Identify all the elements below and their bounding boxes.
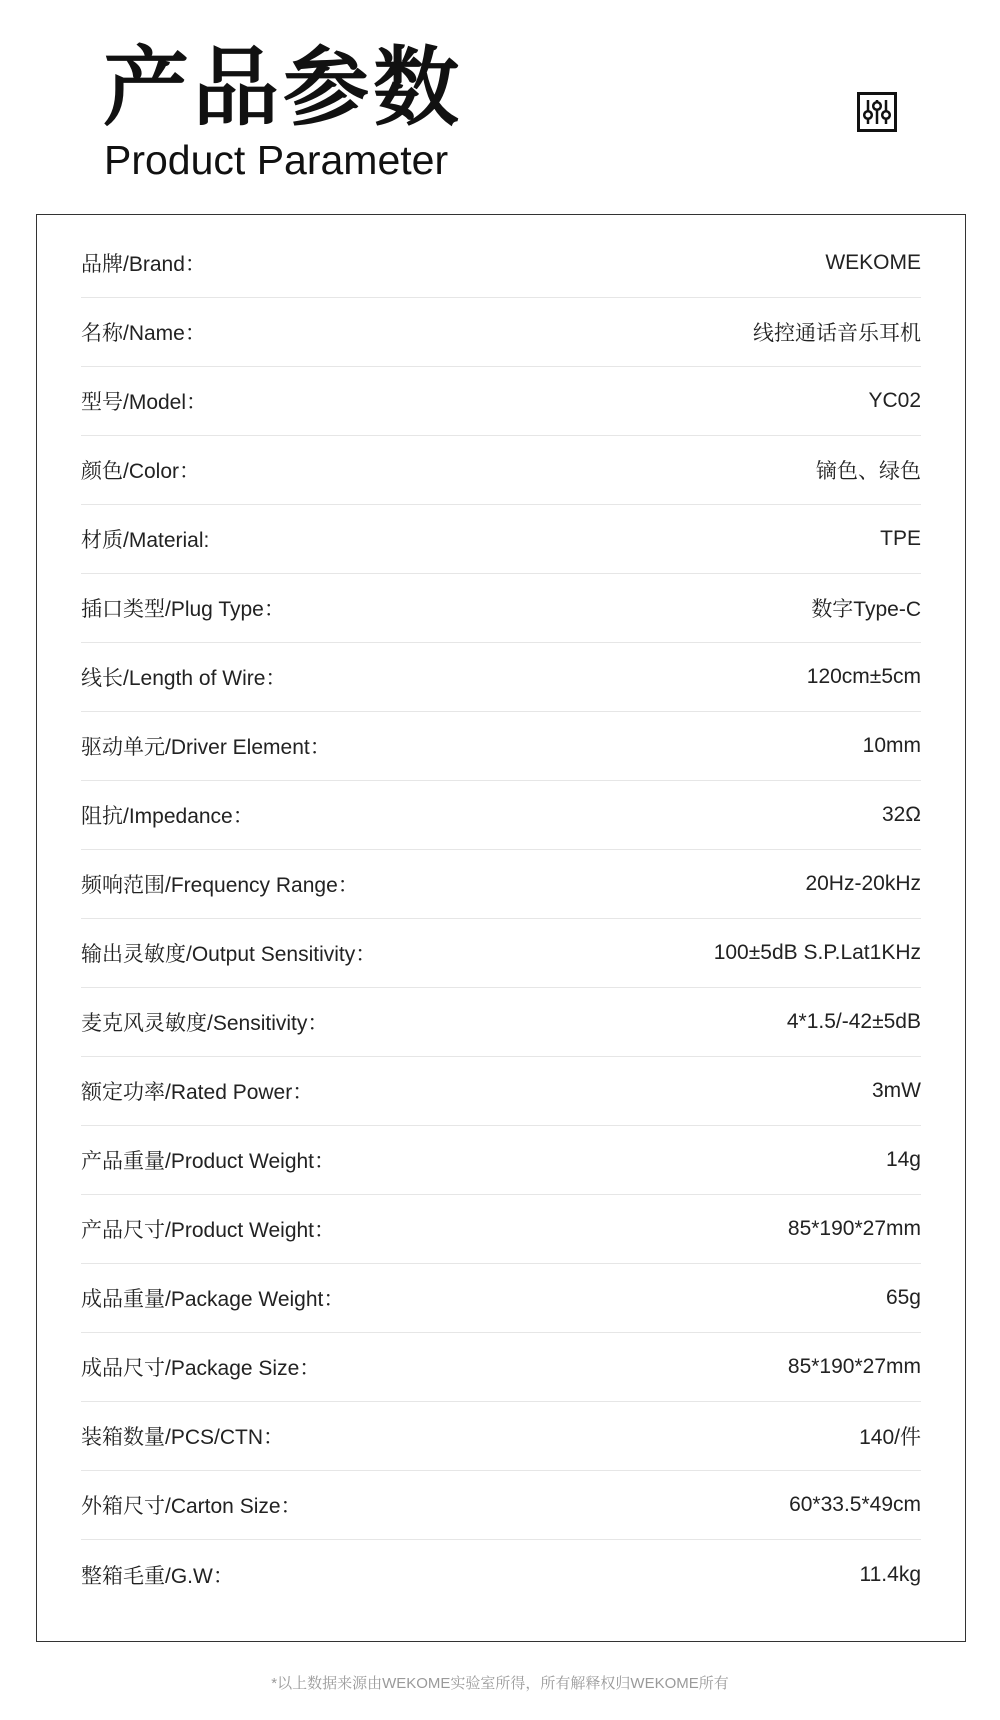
parameter-row [81, 850, 921, 919]
parameter-row [81, 1057, 921, 1126]
parameter-row [81, 988, 921, 1057]
parameter-value: 数字Type-C [811, 598, 921, 621]
parameter-value: 85*190*27mm [787, 1355, 921, 1378]
parameter-label: 阻抗/Impedance： [81, 805, 254, 828]
parameter-row [81, 781, 921, 850]
parameter-value: 100±5dB S.P.Lat1KHz [713, 941, 921, 964]
page-header [0, 0, 1000, 214]
parameter-value: 14g [885, 1148, 921, 1171]
parameter-label: 插口类型/Plug Type： [81, 598, 285, 621]
page-title-cn: 产品参数 [103, 38, 463, 138]
parameter-label: 额定功率/Rated Power： [81, 1081, 314, 1104]
parameter-label: 成品尺寸/Package Size： [81, 1357, 321, 1380]
parameter-value: 140/件 [859, 1426, 921, 1449]
data-source-footnote: *以上数据来源由WEKOME实验室所得，所有解释权归WEKOME所有 [271, 1675, 729, 1692]
parameter-row [81, 574, 921, 643]
parameter-row [81, 298, 921, 367]
parameter-value: YC02 [868, 389, 921, 412]
parameter-label: 整箱毛重/G.W： [81, 1564, 234, 1588]
parameter-label: 产品尺寸/Product Weight： [81, 1219, 336, 1242]
parameter-label: 输出灵敏度/Output Sensitivity： [81, 943, 377, 966]
parameter-value: 3mW [872, 1079, 921, 1102]
parameter-value: TPE [880, 527, 921, 550]
parameter-row [81, 367, 921, 436]
parameter-label: 频响范围/Frequency Range： [81, 874, 359, 897]
parameter-row [81, 436, 921, 505]
parameter-value: 120cm±5cm [806, 665, 921, 688]
parameter-label: 成品重量/Package Weight： [81, 1288, 345, 1311]
parameter-value: 4*1.5/-42±5dB [786, 1010, 921, 1033]
parameter-label: 驱动单元/Driver Element： [81, 736, 331, 759]
parameter-label: 外箱尺寸/Carton Size： [81, 1495, 302, 1518]
parameter-row [81, 1264, 921, 1333]
parameter-value: 20Hz-20kHz [805, 872, 921, 895]
parameter-label: 产品重量/Product Weight： [81, 1150, 336, 1173]
parameter-label: 材质/Material: [81, 529, 210, 552]
equalizer-settings-icon [857, 92, 897, 132]
parameter-label: 颜色/Color： [81, 460, 201, 483]
parameter-label: 装箱数量/PCS/CTN： [81, 1426, 285, 1449]
parameter-value: WEKOME [825, 251, 921, 274]
parameter-row [81, 643, 921, 712]
parameter-value: 60*33.5*49cm [789, 1493, 921, 1516]
page-title-en: Product Parameter [104, 137, 449, 183]
parameter-row [81, 1195, 921, 1264]
parameter-row [81, 712, 921, 781]
parameter-label: 麦克风灵敏度/Sensitivity： [81, 1012, 329, 1035]
parameter-label: 线长/Length of Wire： [81, 667, 287, 690]
parameter-row [81, 1540, 921, 1609]
parameter-row [81, 229, 921, 298]
parameter-value: 线控通话音乐耳机 [753, 322, 921, 345]
parameter-label: 名称/Name： [81, 322, 206, 345]
parameter-value: 32Ω [881, 803, 921, 826]
parameter-value: 11.4kg [859, 1562, 921, 1586]
parameter-row [81, 919, 921, 988]
parameter-label: 型号/Model： [81, 391, 208, 414]
parameter-row [81, 1126, 921, 1195]
parameter-row [81, 1471, 921, 1540]
parameter-label: 品牌/Brand： [81, 253, 206, 276]
parameter-value: 65g [885, 1286, 921, 1309]
parameter-value: 镝色、绿色 [816, 460, 921, 483]
parameter-value: 85*190*27mm [787, 1217, 921, 1240]
parameter-table [36, 214, 966, 1642]
parameter-row [81, 1333, 921, 1402]
parameter-row [81, 505, 921, 574]
parameter-row [81, 1402, 921, 1471]
parameter-list [81, 229, 921, 1609]
parameter-value: 10mm [862, 734, 921, 757]
